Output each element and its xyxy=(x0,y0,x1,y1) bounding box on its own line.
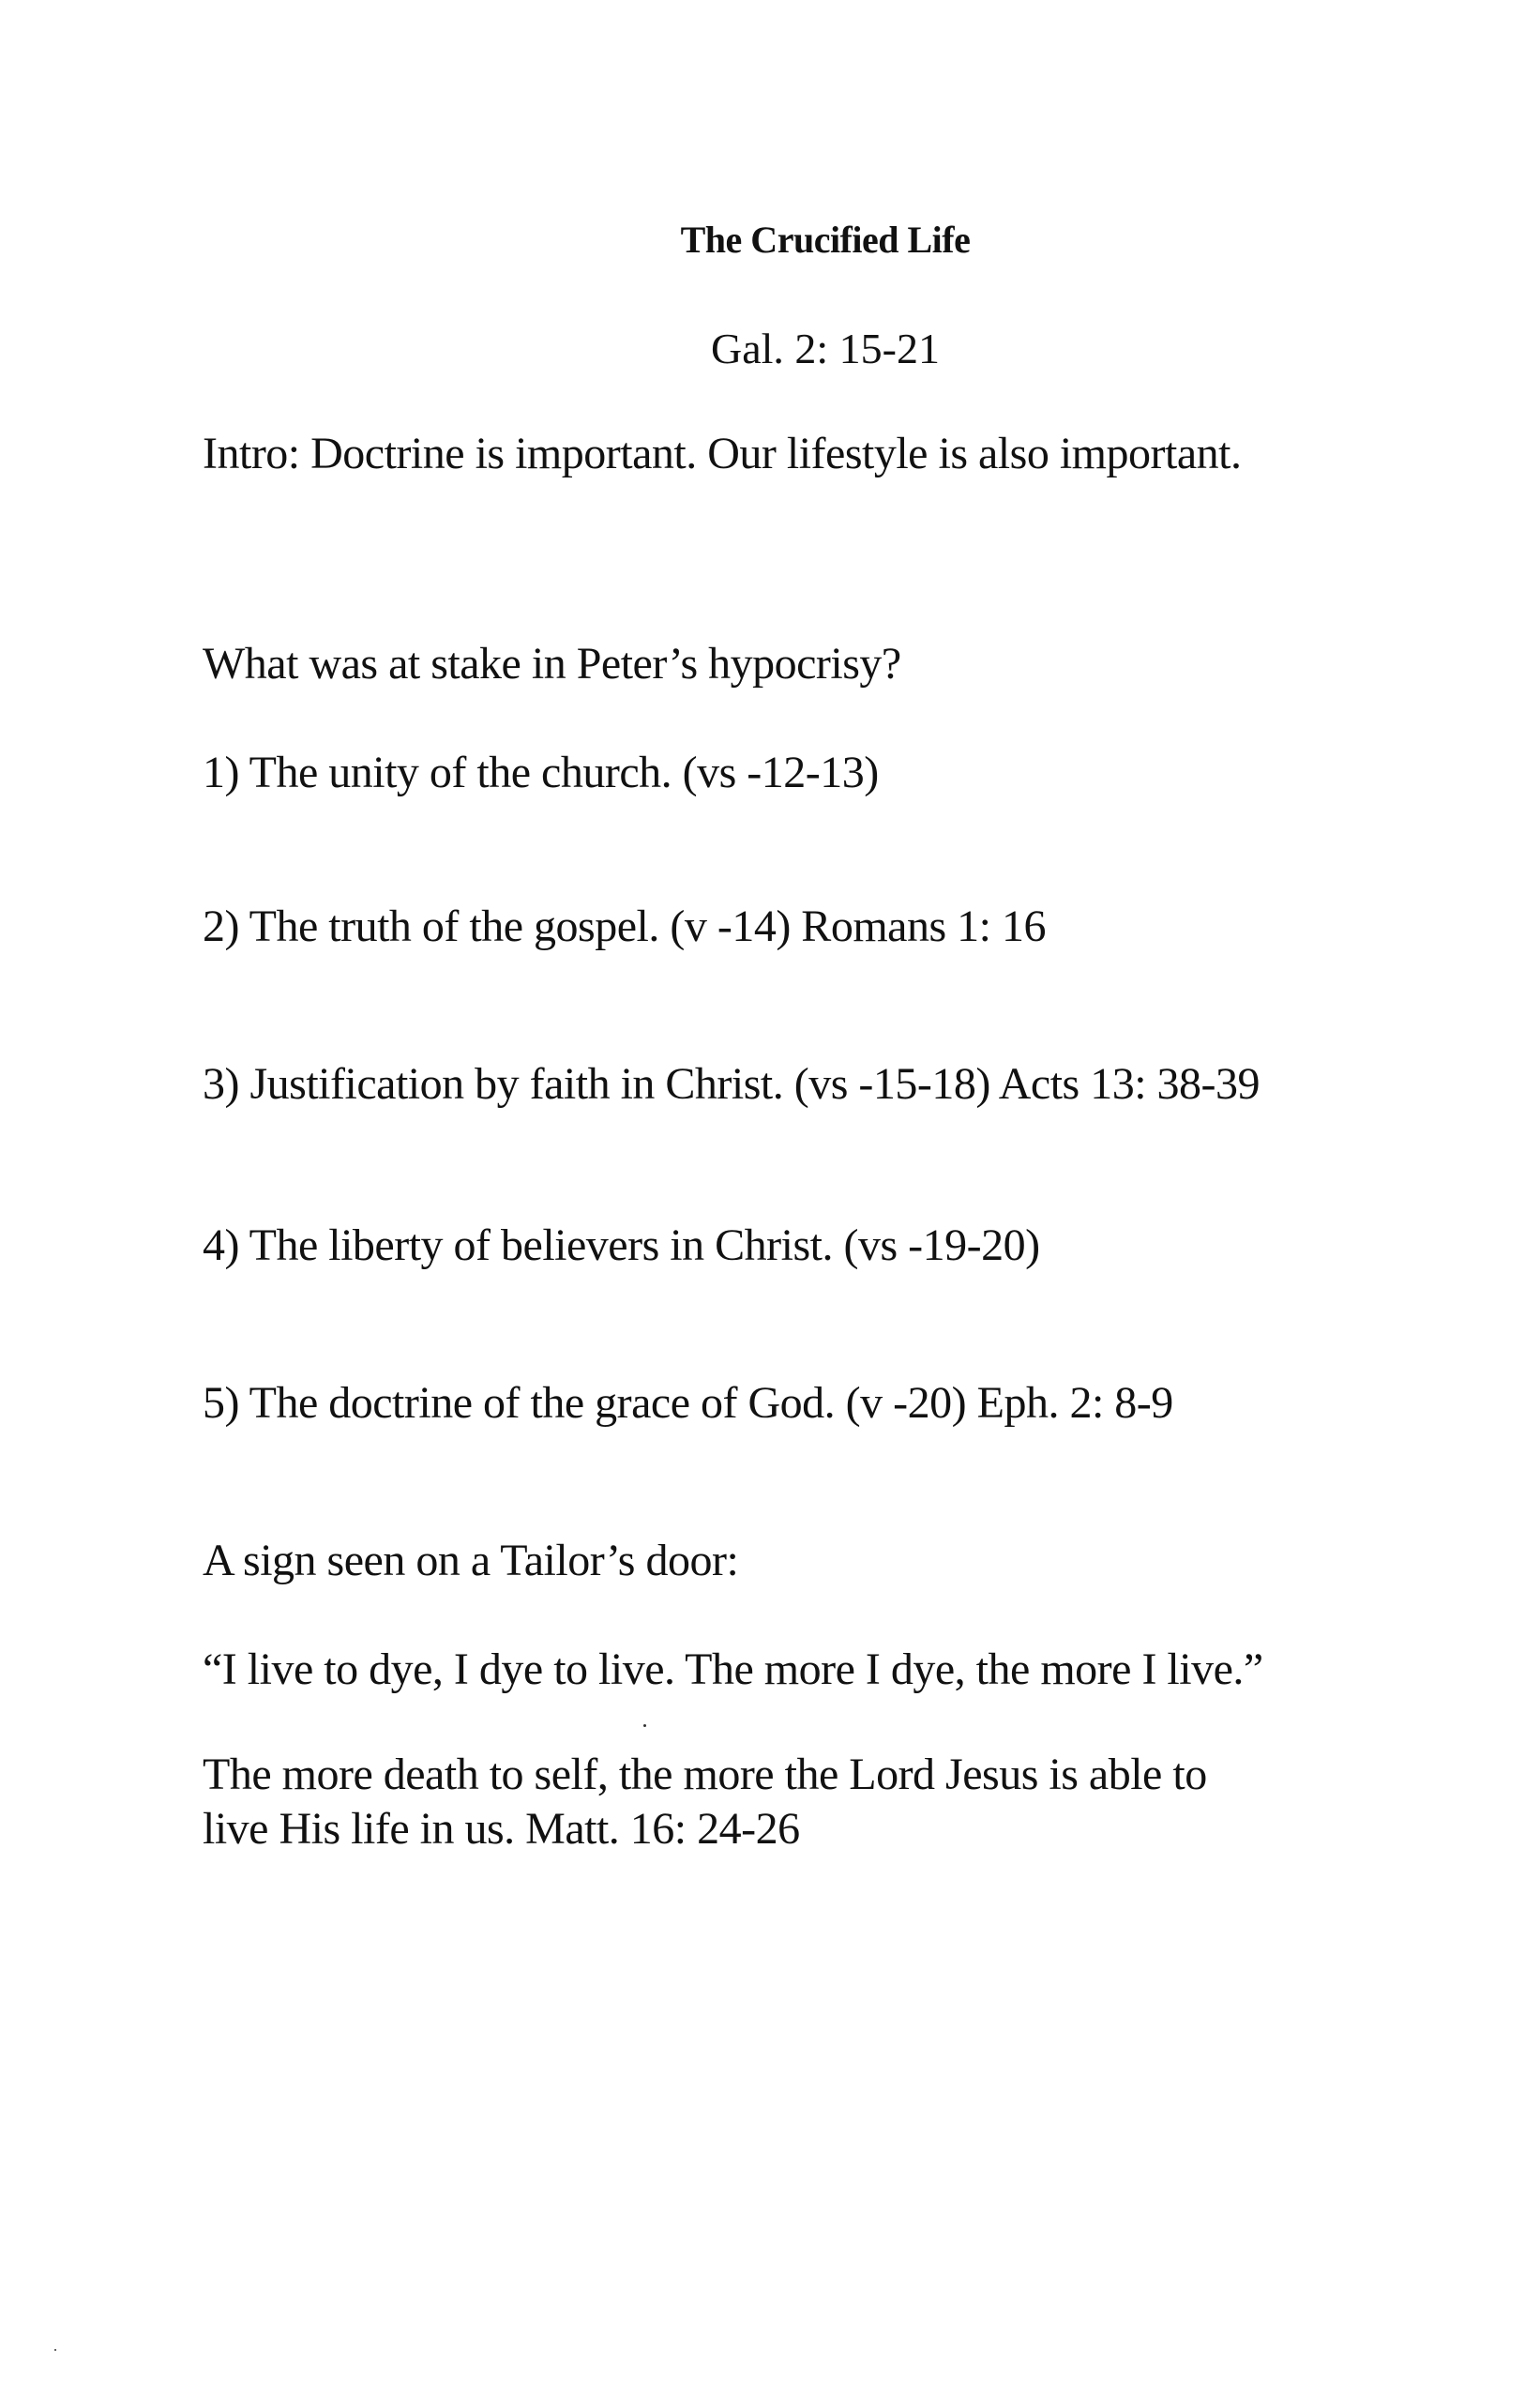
conclusion-line-1: The more death to self, the more the Lord Jesus is able to xyxy=(203,1750,1207,1799)
conclusion-line-2: live His life in us. Matt. 16: 24-26 xyxy=(203,1804,800,1854)
document-title: The Crucified Life xyxy=(680,219,971,261)
question-line: What was at stake in Peter’s hypocrisy? xyxy=(203,639,901,689)
scripture-reference: Gal. 2: 15-21 xyxy=(710,325,940,372)
point-4: 4) The liberty of believers in Christ. (vs -19-20) xyxy=(203,1220,1040,1270)
point-3: 3) Justification by faith in Christ. (vs -15-18) Acts 13: 38-39 xyxy=(203,1059,1261,1109)
scan-speck xyxy=(643,1724,646,1727)
point-2: 2) The truth of the gospel. (v -14) Romans 1: 16 xyxy=(203,902,1046,951)
scan-speck xyxy=(54,2349,56,2351)
intro-line: Intro: Doctrine is important. Our lifestyle is also important. xyxy=(203,429,1242,478)
point-5: 5) The doctrine of the grace of God. (v -20) Eph. 2: 8-9 xyxy=(203,1378,1173,1428)
point-1: 1) The unity of the church. (vs -12-13) xyxy=(203,748,879,797)
sign-intro-line: A sign seen on a Tailor’s door: xyxy=(203,1536,739,1585)
sign-quote-line: “I live to dye, I dye to live. The more I dye, the more I live.” xyxy=(203,1644,1263,1694)
